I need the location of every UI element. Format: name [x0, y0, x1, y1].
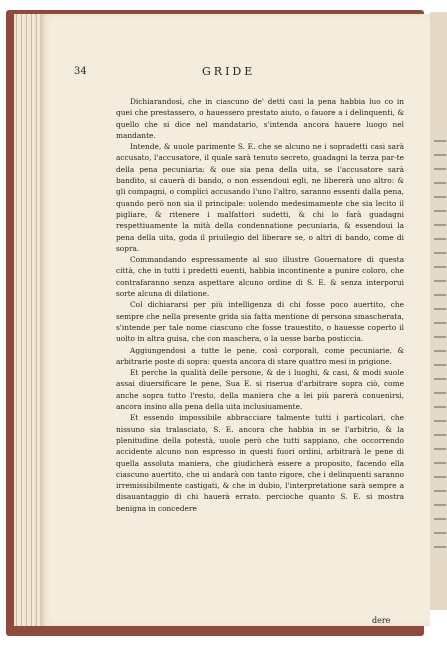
paragraph: Et perche la qualità delle persone, & de i luoghi, & casi, & modi suole assai diuersificare le pene, Sua E. si riserua d'arbitrare sopra ciò, come anche sopra tutto l'resto, della maniera che a lei più parerà conuenirsi, ancora insino alla pena della uita inclusiuamente.: [116, 368, 404, 412]
catchword: dere: [372, 616, 391, 625]
paragraph: Commandando espressamente al suo illustre Gouernatore di questa città, che in tutti i predetti euenti, habbia incontinente a punire coloro, che contrafaranno senza aspettare alcuno ordine di S. E. & senza interporui sorte alcuna di dilatione.: [116, 255, 404, 299]
facing-page-text: [434, 132, 446, 552]
page-edges: [14, 14, 42, 626]
paragraph: Et essendo impossibile abbracciare talmente tutti i particolari, che nissuno sia tralasciato, S. E. ancora che habbia in se l'arbitrio, & la plenitudine della potestà, uuole però che tutti sappiano, che occorrendo accidente alcuno non espresso in questi fuori ordini, arbitrarà le pene di quella assoluta maniera, che giudicherà essere a proposito, facendo ella ciascuno auertito, che ui andarà con tanto rigore, che i delinquenti saranno irremissibilmente castigati, & che in dubio, l'interpretatione sarà sempre a disauantaggio di chi hauerà errato. percioche quanto S. E. si mostra benigna in concedere: [116, 413, 404, 513]
paragraph: Col dichiararsi per più intelligenza di chi fosse poco auertito, che sempre che nella presente grida sia fatta mentione di persona smascherata, s'intende per tale nome ciascuno che fosse trauestito, o hauesse coperto il uolto in altra guisa, che con maschera, o la uesse barba posticcia.: [116, 300, 404, 344]
paragraph: Dichiarandosi, che in ciascuno de' detti casi la pena habbia luo co in quei che prestassero, o hauessero prestato aiuto, o fauore a i delinquenti, & quello che si dice nel mandatario, s'intenda ancora hauere luogo nel mandante.: [116, 97, 404, 140]
paragraph: Aggiungendosi a tutte le pene, così corporali, come pecuniarie, & arbitrarie poste di sopra: questa ancora di stare quattro mesi in prigione.: [116, 345, 404, 366]
running-title: GRIDE: [202, 65, 256, 78]
paragraph: Intende, & uuole parimente S. E. che se alcuno ne i sopradetti casi sarà accusato, l'accusatore, il quale sarà tenuto secreto, guadagni la terza par-te della pena pecuniaria: & oue sia pena della uita, se l'accusatore sarà bandito, si cauerà di bando, o non essendoui egli, ne libererà uno altro: & gli compagni, o complici accusando l'uno l'altro, saranno essenti dalla pena, quando però non sia il principale: uolendo medesimamente che sia lecito il pigliare, & ritenere i malfattori sudetti, & chi lo farà guadagni respettiuamente la mità della condennatione pecuniaria, & essendoui la pena della uita, goda il priuilegio del liberare se, o altri di bando, come di sopra.: [116, 142, 404, 253]
page-number: 34: [74, 66, 87, 77]
page-header: [74, 66, 394, 82]
page-body: [116, 96, 404, 514]
facing-page-edge: [430, 12, 447, 610]
